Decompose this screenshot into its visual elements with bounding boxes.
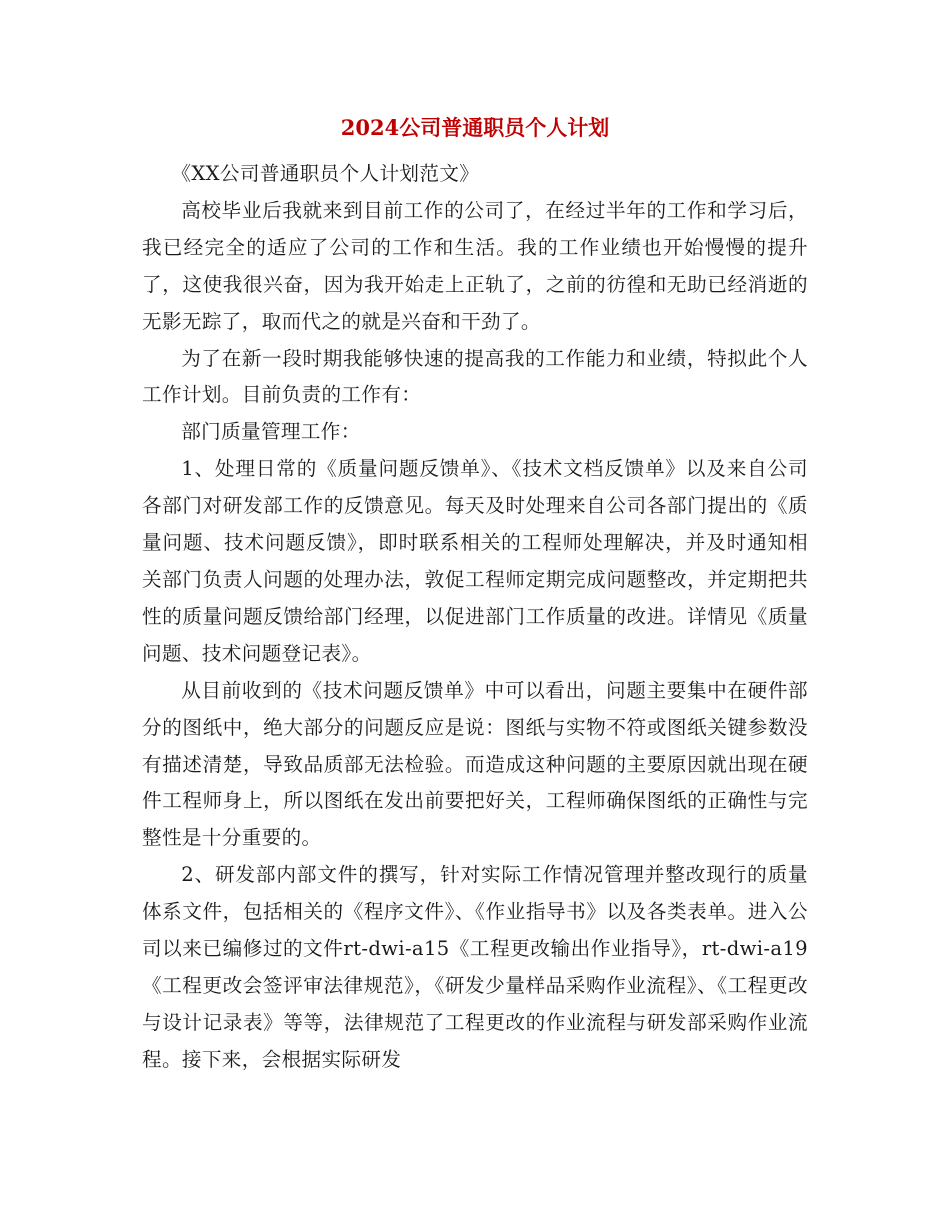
paragraph-item-1: 1、处理日常的《质量问题反馈单》、《技术文档反馈单》以及来自公司各部门对研发部工作的反馈意见。每天及时处理来自公司各部门提出的《质量问题、技术问题反馈》，即时联系相关的工程师处理解决，并及时通知相关部门负责人问题的处理办法，敦促工程师定期完成问题整改，并定期把共性的质量问题反馈给部门经理，以促进部门工作质量的改进。详情见《质量问题、技术问题登记表》。 [142, 457, 808, 665]
paragraph-section-heading: 部门质量管理工作： [181, 420, 361, 444]
paragraph-intro: 高校毕业后我就来到目前工作的公司了，在经过半年的工作和学习后，我已经完全的适应了公司的工作和生活。我的工作业绩也开始慢慢的提升了，这使我很兴奋，因为我开始走上正轨了，之前的彷徨和无助已经消逝的无影无踪了，取而代之的就是兴奋和干劲了。 [142, 198, 808, 333]
paragraph-analysis: 从目前收到的《技术问题反馈单》中可以看出，问题主要集中在硬件部分的图纸中，绝大部分的问题反应是说：图纸与实物不符或图纸关键参数没有描述清楚，导致品质部无法检验。而造成这种问题的主要原因就出现在硬件工程师身上，所以图纸在发出前要把好关，工程师确保图纸的正确性与完整性是十分重要的。 [142, 678, 808, 850]
document-body [142, 156, 808, 1079]
document-subtitle: 《XX公司普通职员个人计划范文》 [171, 162, 480, 185]
paragraph-item-2: 2、研发部内部文件的撰写，针对实际工作情况管理并整改现行的质量体系文件，包括相关的《程序文件》、《作业指导书》以及各类表单。进入公司以来已编修过的文件rt-dwi-a15《工程更改输出作业指导》，rt-dwi-a19《工程更改会签评审法律规范》，《研发少量样品采购作业流程》、《工程更改与设计记录表》等等，法律规范了工程更改的作业流程与研发部采购作业流程。接下来，会根据实际研发 [142, 863, 808, 1071]
document-title: 2024公司普通职员个人计划 [340, 115, 610, 140]
paragraph-plan-purpose: 为了在新一段时期我能够快速的提高我的工作能力和业绩，特拟此个人工作计划。目前负责的工作有： [142, 346, 808, 407]
